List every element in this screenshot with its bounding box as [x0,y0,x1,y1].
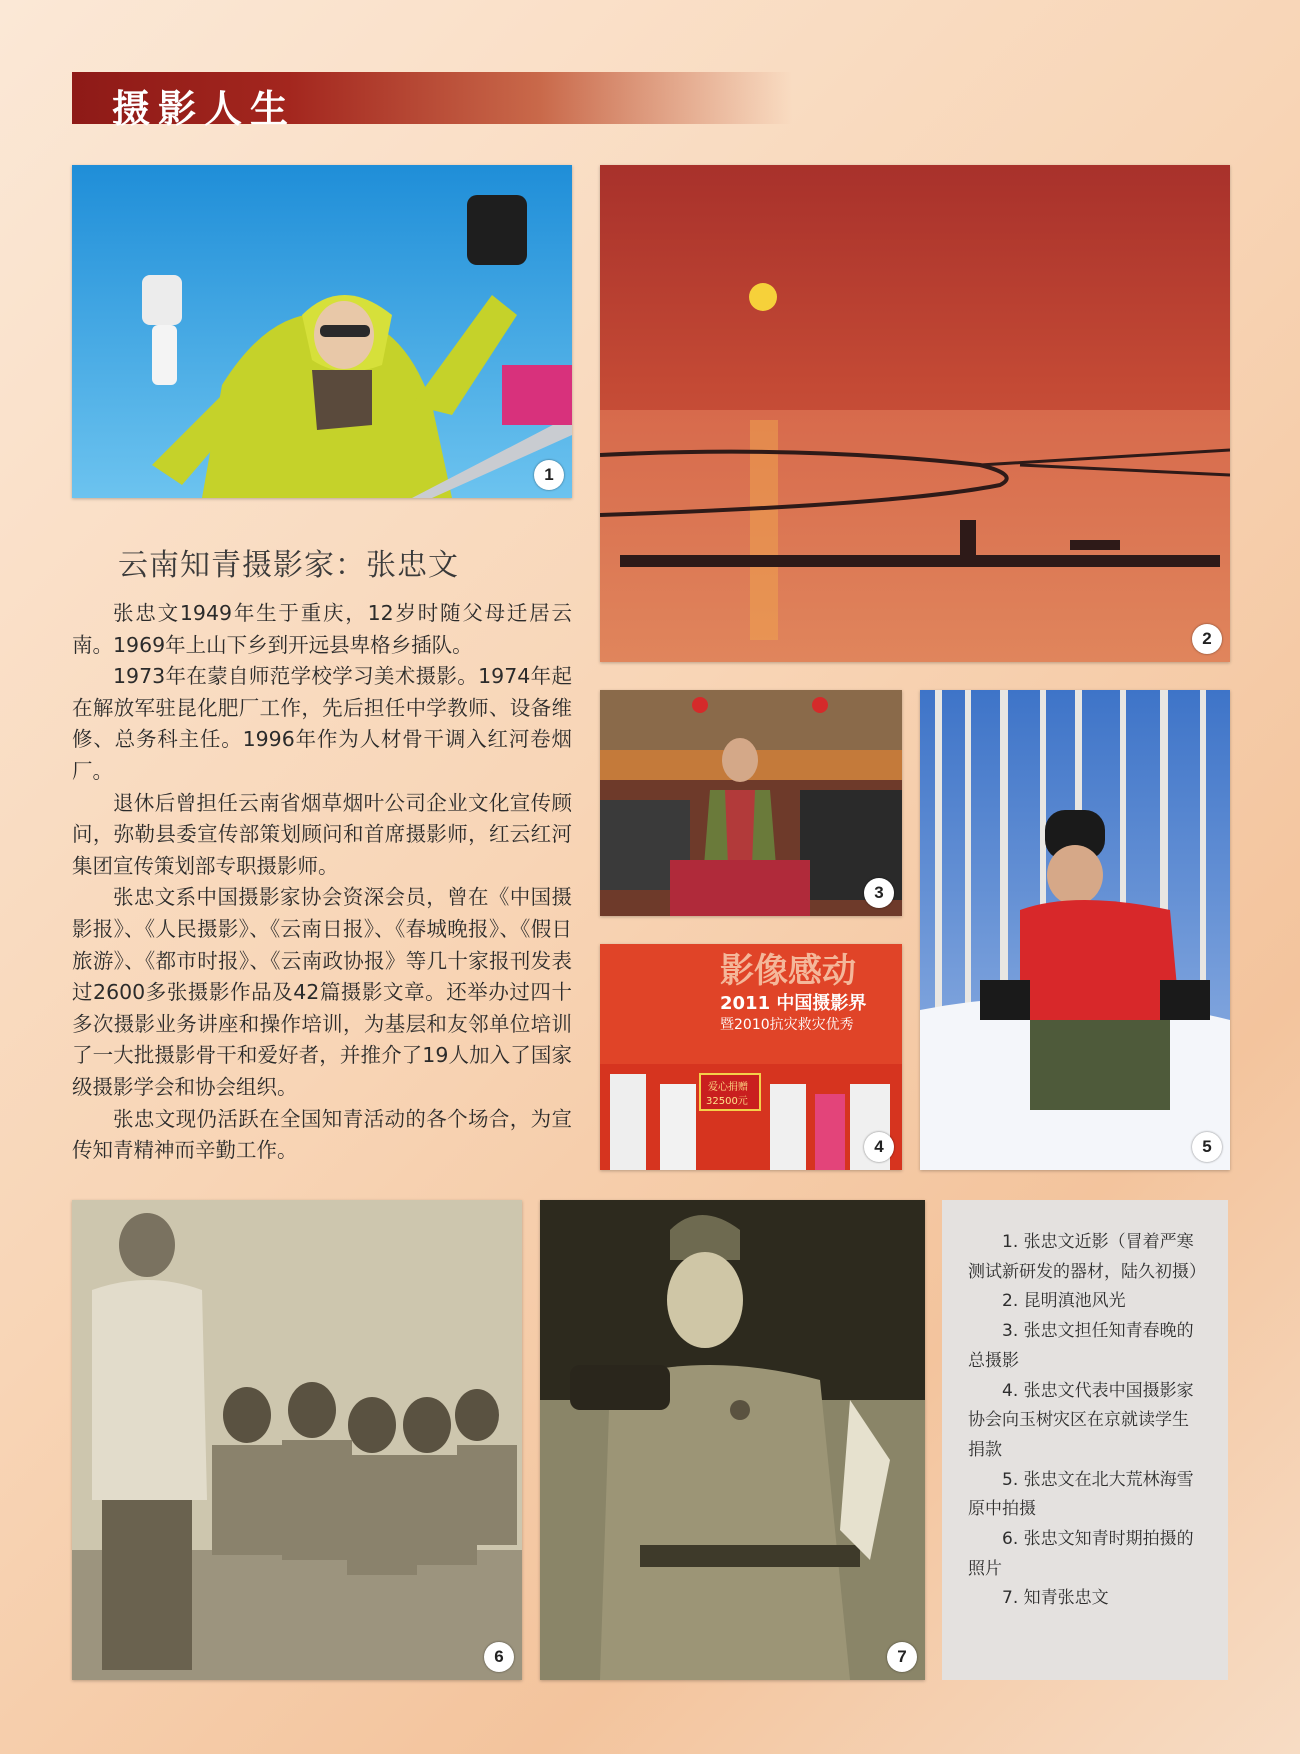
photo-number-badge: 5 [1192,1132,1222,1162]
photo-2 [600,165,1230,662]
photo-number-badge: 1 [534,460,564,490]
donation-amount: 32500元 [706,1096,748,1107]
photo-3 [600,690,902,916]
photo-number-badge: 7 [887,1642,917,1672]
photo-7 [540,1200,925,1680]
photo-1 [72,165,572,498]
photo-5 [920,690,1230,1170]
donation-sign: 爱心捐赠 [708,1082,748,1093]
caption-item: 1. 张忠文近影（冒着严寒测试新研发的器材，陆久初摄） [968,1232,1206,1282]
photo-number-badge: 3 [864,878,894,908]
photo-4 [600,944,902,1170]
caption-item: 2. 昆明滇池风光 [1002,1291,1126,1312]
section-header [72,72,792,131]
banner-big-text: 影像感动 [720,951,856,991]
article-paragraph: 张忠文1949年生于重庆，12岁时随父母迁居云南。1969年上山下乡到开远县卑格乡插队。 [72,601,572,657]
article-paragraph: 张忠文现仍活跃在全国知青活动的各个场合，为宣传知青精神而辛勤工作。 [72,1106,572,1163]
article-paragraph: 退休后曾担任云南省烟草烟叶公司企业文化宣传顾问，弥勒县委宣传部策划顾问和首席摄影师，红云红河集团宣传策划部专职摄影师。 [72,790,572,878]
caption-item: 5. 张忠文在北大荒林海雪原中拍摄 [968,1469,1194,1520]
caption-box [942,1200,1228,1680]
banner-line1: 2011 中国摄影界 [720,993,867,1014]
article-paragraph: 张忠文系中国摄影家协会资深会员，曾在《中国摄影报》、《人民摄影》、《云南日报》、《春城晚报》、《假日旅游》、《都市时报》、《云南政协报》等几十家报刊发表过2600多张摄影作品及42篇摄影文章。还举办过四十多次摄影业务讲座和操作培训，为基层和友邻单位培训了一大批摄影骨干和爱好者，并推介了19人加入了国家级摄影学会和协会组织。 [72,885,572,1099]
article-title: 云南知青摄影家：张忠文 [118,548,459,583]
photo-number-badge: 4 [864,1132,894,1162]
photo-number-badge: 6 [484,1642,514,1672]
banner-line2: 暨2010抗灾救灾优秀 [720,1017,854,1033]
section-title: 摄影人生 [112,87,297,131]
photo-number-badge: 2 [1192,624,1222,654]
caption-item: 7. 知青张忠文 [1002,1588,1109,1609]
photo-6 [72,1200,522,1680]
caption-item: 3. 张忠文担任知青春晚的总摄影 [968,1321,1194,1371]
article-body [72,598,572,1167]
caption-item: 4. 张忠文代表中国摄影家协会向玉树灾区在京就读学生捐款 [968,1380,1194,1460]
article-paragraph: 1973年在蒙自师范学校学习美术摄影。1974年起在解放军驻昆化肥厂工作，先后担任中学教师、设备维修、总务科主任。1996年作为人材骨干调入红河卷烟厂。 [72,664,572,783]
caption-item: 6. 张忠文知青时期拍摄的照片 [968,1529,1194,1579]
